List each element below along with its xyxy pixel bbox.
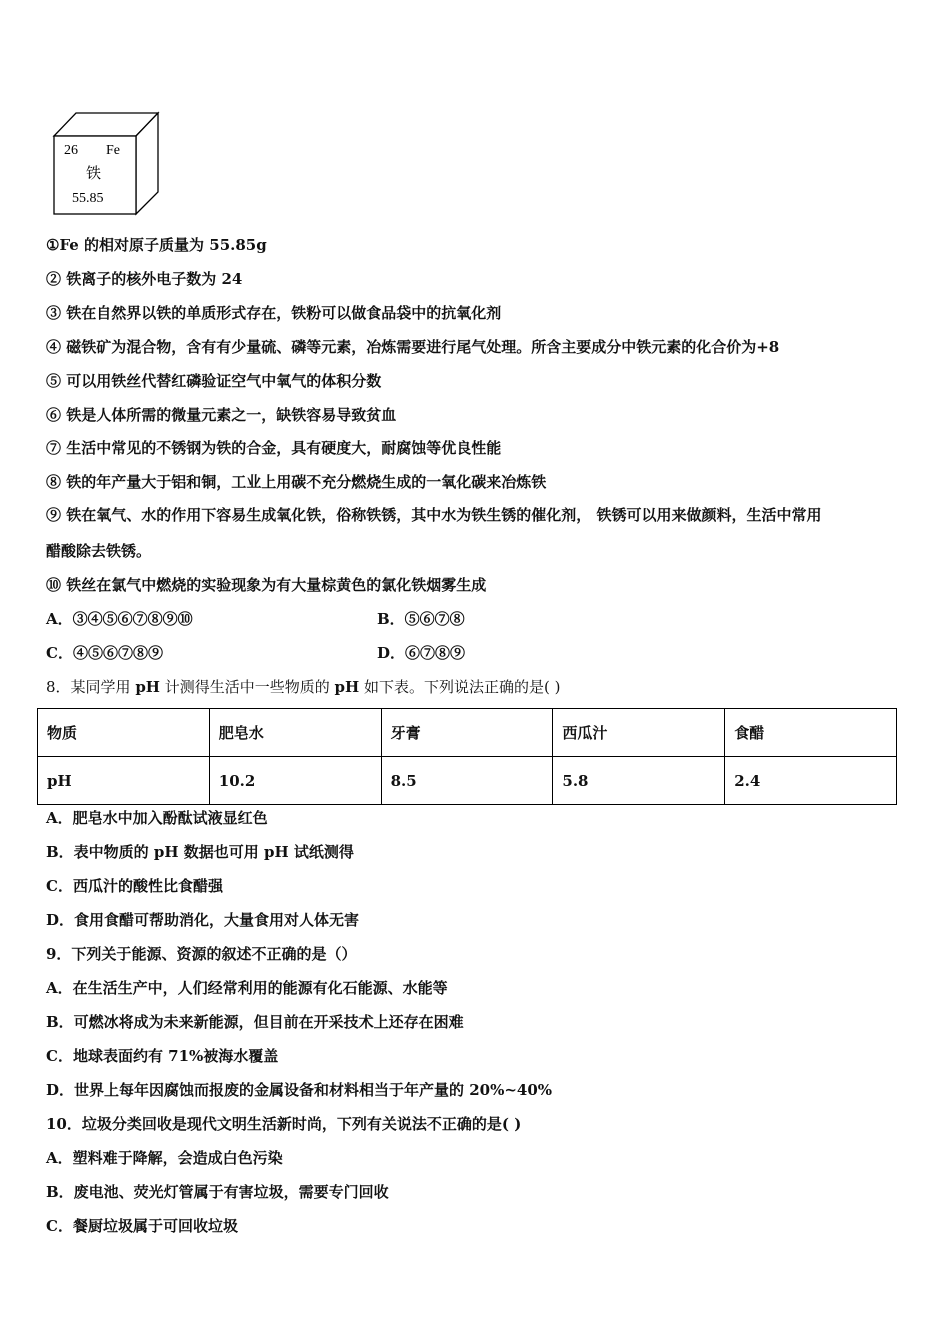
table-cell: pH xyxy=(38,757,210,805)
q8-stem-ph1: pH xyxy=(135,678,160,696)
q10-stem: 10．垃圾分类回收是现代文明生活新时尚，下列有关说法不正确的是( ) xyxy=(46,1115,522,1133)
ph-table xyxy=(37,708,897,805)
q8-stem-mid: 计测得生活中一些物质的 xyxy=(159,678,335,696)
table-cell: 物质 xyxy=(38,709,210,757)
q7-statement-2: ② 铁离子的核外电子数为 24 xyxy=(46,270,243,288)
q7-option-a: A．③④⑤⑥⑦⑧⑨⑩ xyxy=(46,610,193,628)
q9-option-b: B．可燃冰将成为未来新能源，但目前在开采技术上还存在困难 xyxy=(46,1013,464,1031)
table-cell: 牙膏 xyxy=(381,709,553,757)
q10-option-a: A．塑料难于降解，会造成白色污染 xyxy=(46,1149,283,1167)
q7-option-c: C．④⑤⑥⑦⑧⑨ xyxy=(46,644,163,662)
q7-statement-8: ⑧ 铁的年产量大于铝和铜，工业上用碳不充分燃烧生成的一氧化碳来冶炼铁 xyxy=(46,473,547,491)
table-cell: 5.8 xyxy=(553,757,725,805)
q8-option-c: C．西瓜汁的酸性比食醋强 xyxy=(46,877,223,895)
q8-stem-prefix: 8．某同学用 xyxy=(46,678,136,696)
q8-option-b: B．表中物质的 pH 数据也可用 pH 试纸测得 xyxy=(46,843,354,861)
q8-stem-ph2: pH xyxy=(334,678,360,696)
q8-stem xyxy=(46,677,560,697)
atomic-number: 26 xyxy=(64,143,78,158)
table-cell: 肥皂水 xyxy=(209,709,381,757)
atomic-mass: 55.85 xyxy=(72,191,104,206)
q9-option-c: C．地球表面约有 71%被海水覆盖 xyxy=(46,1047,279,1065)
q8-stem-suffix: 如下表。下列说法正确的是( ) xyxy=(359,678,561,696)
table-row xyxy=(38,757,897,805)
element-symbol: Fe xyxy=(106,143,120,158)
table-cell: 2.4 xyxy=(725,757,897,805)
q8-option-a: A．肥皂水中加入酚酞试液显红色 xyxy=(46,809,268,827)
q7-option-b: B．⑤⑥⑦⑧ xyxy=(377,610,465,628)
table-header-row xyxy=(38,709,897,757)
table-cell: 食醋 xyxy=(725,709,897,757)
q7-statement-9-cont: 醋酸除去铁锈。 xyxy=(46,542,152,560)
iron-element-card xyxy=(52,110,164,218)
q7-statement-10: ⑩ 铁丝在氯气中燃烧的实验现象为有大量棕黄色的氯化铁烟雾生成 xyxy=(46,576,487,594)
q7-statement-6: ⑥ 铁是人体所需的微量元素之一，缺铁容易导致贫血 xyxy=(46,406,397,424)
q7-statement-7: ⑦ 生活中常见的不锈钢为铁的合金，具有硬度大，耐腐蚀等优良性能 xyxy=(46,439,502,457)
table-cell: 8.5 xyxy=(381,757,553,805)
q8-option-d: D．食用食醋可帮助消化，大量食用对人体无害 xyxy=(46,911,360,929)
q9-stem: 9．下列关于能源、资源的叙述不正确的是（） xyxy=(46,945,357,963)
q7-option-d: D．⑥⑦⑧⑨ xyxy=(377,644,466,662)
q10-option-b: B．废电池、荧光灯管属于有害垃圾，需要专门回收 xyxy=(46,1183,389,1201)
element-name: 铁 xyxy=(86,164,102,182)
q9-option-d: D．世界上每年因腐蚀而报废的金属设备和材料相当于年产量的 20%~40% xyxy=(46,1081,553,1099)
q7-statement-9: ⑨ 铁在氧气、水的作用下容易生成氧化铁，俗称铁锈，其中水为铁生锈的催化剂， 铁锈可以用来做颜料，生活中常用 xyxy=(46,506,822,524)
q7-statement-3: ③ 铁在自然界以铁的单质形式存在，铁粉可以做食品袋中的抗氧化剂 xyxy=(46,304,502,322)
table-cell: 西瓜汁 xyxy=(553,709,725,757)
q10-option-c: C．餐厨垃圾属于可回收垃圾 xyxy=(46,1217,238,1235)
q7-statement-5: ⑤ 可以用铁丝代替红磷验证空气中氧气的体积分数 xyxy=(46,372,382,390)
q7-statement-4: ④ 磁铁矿为混合物，含有有少量硫、磷等元素，冶炼需要进行尾气处理。所含主要成分中铁元素的化合价为+8 xyxy=(46,338,780,356)
q9-option-a: A．在生活生产中，人们经常利用的能源有化石能源、水能等 xyxy=(46,979,448,997)
q7-statement-1: ①Fe 的相对原子质量为 55.85g xyxy=(46,236,267,254)
table-cell: 10.2 xyxy=(209,757,381,805)
